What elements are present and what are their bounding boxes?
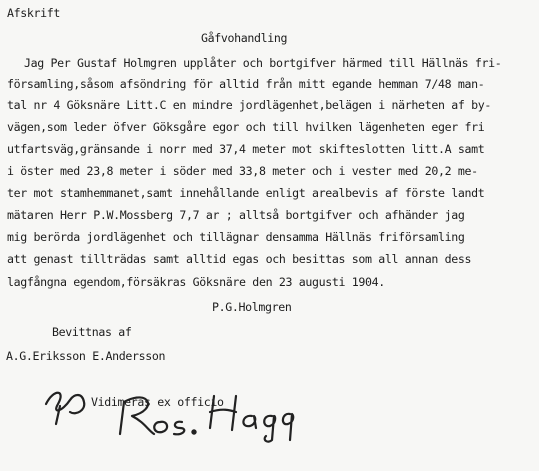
body-line: ter mot stamhemmanet,samt innehållande enligt arealbevis af förste landt	[7, 186, 485, 200]
body-line: vägen,som leder öfver Göksgåre egor och till hvilken lägenheten eger fri	[7, 120, 485, 134]
body-line: mig berörda jordlägenhet och tillägnar densamma Hällnäs friförsamling	[7, 230, 465, 244]
body-line: mätaren Herr P.W.Mossberg 7,7 ar ; alltså bortgifver och afhänder jag	[7, 208, 465, 222]
attestation-text: Vidimeras ex officio	[91, 395, 224, 409]
body-line: i öster med 23,8 meter i söder med 33,8 meter och i vester med 20,2 me-	[7, 164, 478, 178]
body-line: Jag Per Gustaf Holmgren upplåter och bortgifver härmed till Hällnäs fri-	[24, 56, 502, 70]
body-line: utfartsväg,gränsande i norr med 37,4 meter mot skifteslotten litt.A samt	[7, 142, 485, 156]
witness-heading: Bevittnas af	[52, 325, 132, 339]
signer-name: P.G.Holmgren	[212, 300, 292, 314]
witness-names: A.G.Eriksson E.Andersson	[6, 349, 166, 363]
document-title: Gåfvohandling	[201, 31, 288, 45]
body-line: att genast tillträdas samt alltid egas och besittas som all annan dess	[7, 252, 472, 266]
document-header: Afskrift	[7, 6, 61, 20]
handwritten-signature	[40, 382, 300, 444]
body-line: lagfångna egendom,försäkras Göksnäre den 23 augusti 1904.	[7, 275, 385, 289]
body-line: församling,såsom afsöndring för alltid från mitt egande hemman 7/48 man-	[7, 77, 485, 91]
body-line: tal nr 4 Göksnäre Litt.C en mindre jordlägenhet,belägen i närheten af by-	[7, 98, 491, 112]
